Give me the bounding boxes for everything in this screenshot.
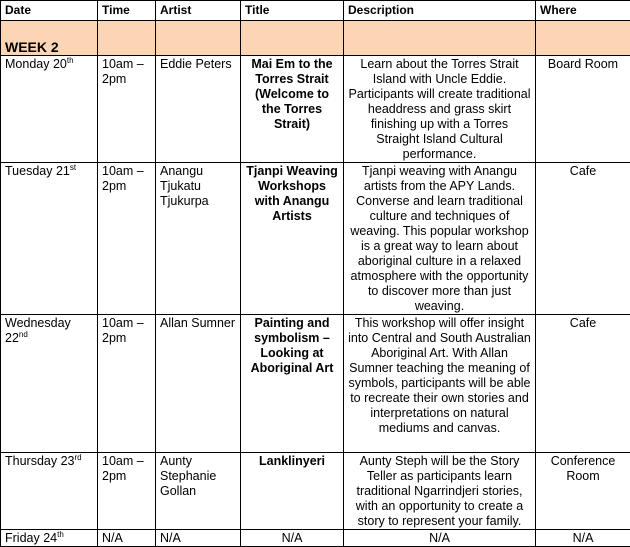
title-cell: Lanklinyeri [241,453,344,530]
description-cell: Tjanpi weaving with Anangu artists from the APY Lands. Converse and learn traditional culture and techniques of weaving. This popular workshop is a great way to learn about aboriginal culture in a relaxed atmosphere with the opportunity to discover more than just weaving. [344,163,536,315]
artist-cell: Anangu Tjukatu Tjukurpa [156,163,241,315]
description-cell: N/A [344,530,536,547]
header-description: Description [344,1,536,21]
date-cell [1,453,98,530]
day-suffix: st [70,163,76,172]
week-cell [344,21,536,56]
date-cell [1,530,98,547]
day-suffix: rd [74,453,81,462]
where-cell: Cafe [536,163,630,315]
table-row [1,163,630,315]
header-where: Where [536,1,630,21]
week-cell [156,21,241,56]
week-cell [241,21,344,56]
description-cell: Aunty Steph will be the Story Teller as participants learn traditional Ngarrindjeri stories, with an opportunity to create a story to represent your family. [344,453,536,530]
header-date: Date [1,1,98,21]
week-cell [98,21,156,56]
date-cell [1,163,98,315]
title-cell: Mai Em to the Torres Strait (Welcome to the Torres Strait) [241,56,344,163]
day-suffix: th [57,530,64,539]
day-text: Thursday 23 [5,454,74,468]
day-text: Wednesday 22 [5,316,71,345]
table-row [1,56,630,163]
date-cell [1,315,98,453]
week-label: WEEK 2 [1,21,98,56]
day-suffix: th [67,56,74,65]
where-cell: Conference Room [536,453,630,530]
description-cell: This workshop will offer insight into Central and South Australian Aboriginal Art. With Allan Sumner teaching the meaning of symbols, participants will be able to recreate their own stories and interpretations on natural mediums and canvas. [344,315,536,453]
artist-cell: Allan Sumner [156,315,241,453]
time-cell: N/A [98,530,156,547]
header-title: Title [241,1,344,21]
title-cell: Tjanpi Weaving Workshops with Anangu Artists [241,163,344,315]
description-cell: Learn about the Torres Strait Island with Uncle Eddie. Participants will create traditional headdress and grass skirt finishing up with a Torres Straight Island Cultural performance. [344,56,536,163]
day-text: Monday 20 [5,57,67,71]
table-row [1,453,630,530]
time-cell: 10am – 2pm [98,163,156,315]
header-time: Time [98,1,156,21]
week-cell [536,21,630,56]
where-cell: Board Room [536,56,630,163]
day-suffix: nd [19,330,28,339]
where-cell: Cafe [536,315,630,453]
table-row [1,315,630,453]
header-row [1,1,630,21]
title-cell: N/A [241,530,344,547]
title-cell: Painting and symbolism – Looking at Aboriginal Art [241,315,344,453]
day-text: Friday 24 [5,531,57,545]
time-cell: 10am – 2pm [98,453,156,530]
time-cell: 10am – 2pm [98,56,156,163]
week-row [1,21,630,56]
time-cell: 10am – 2pm [98,315,156,453]
table-row [1,530,630,547]
header-artist: Artist [156,1,241,21]
date-cell [1,56,98,163]
artist-cell: N/A [156,530,241,547]
day-text: Tuesday 21 [5,164,70,178]
where-cell: N/A [536,530,630,547]
artist-cell: Eddie Peters [156,56,241,163]
artist-cell: Aunty Stephanie Gollan [156,453,241,530]
